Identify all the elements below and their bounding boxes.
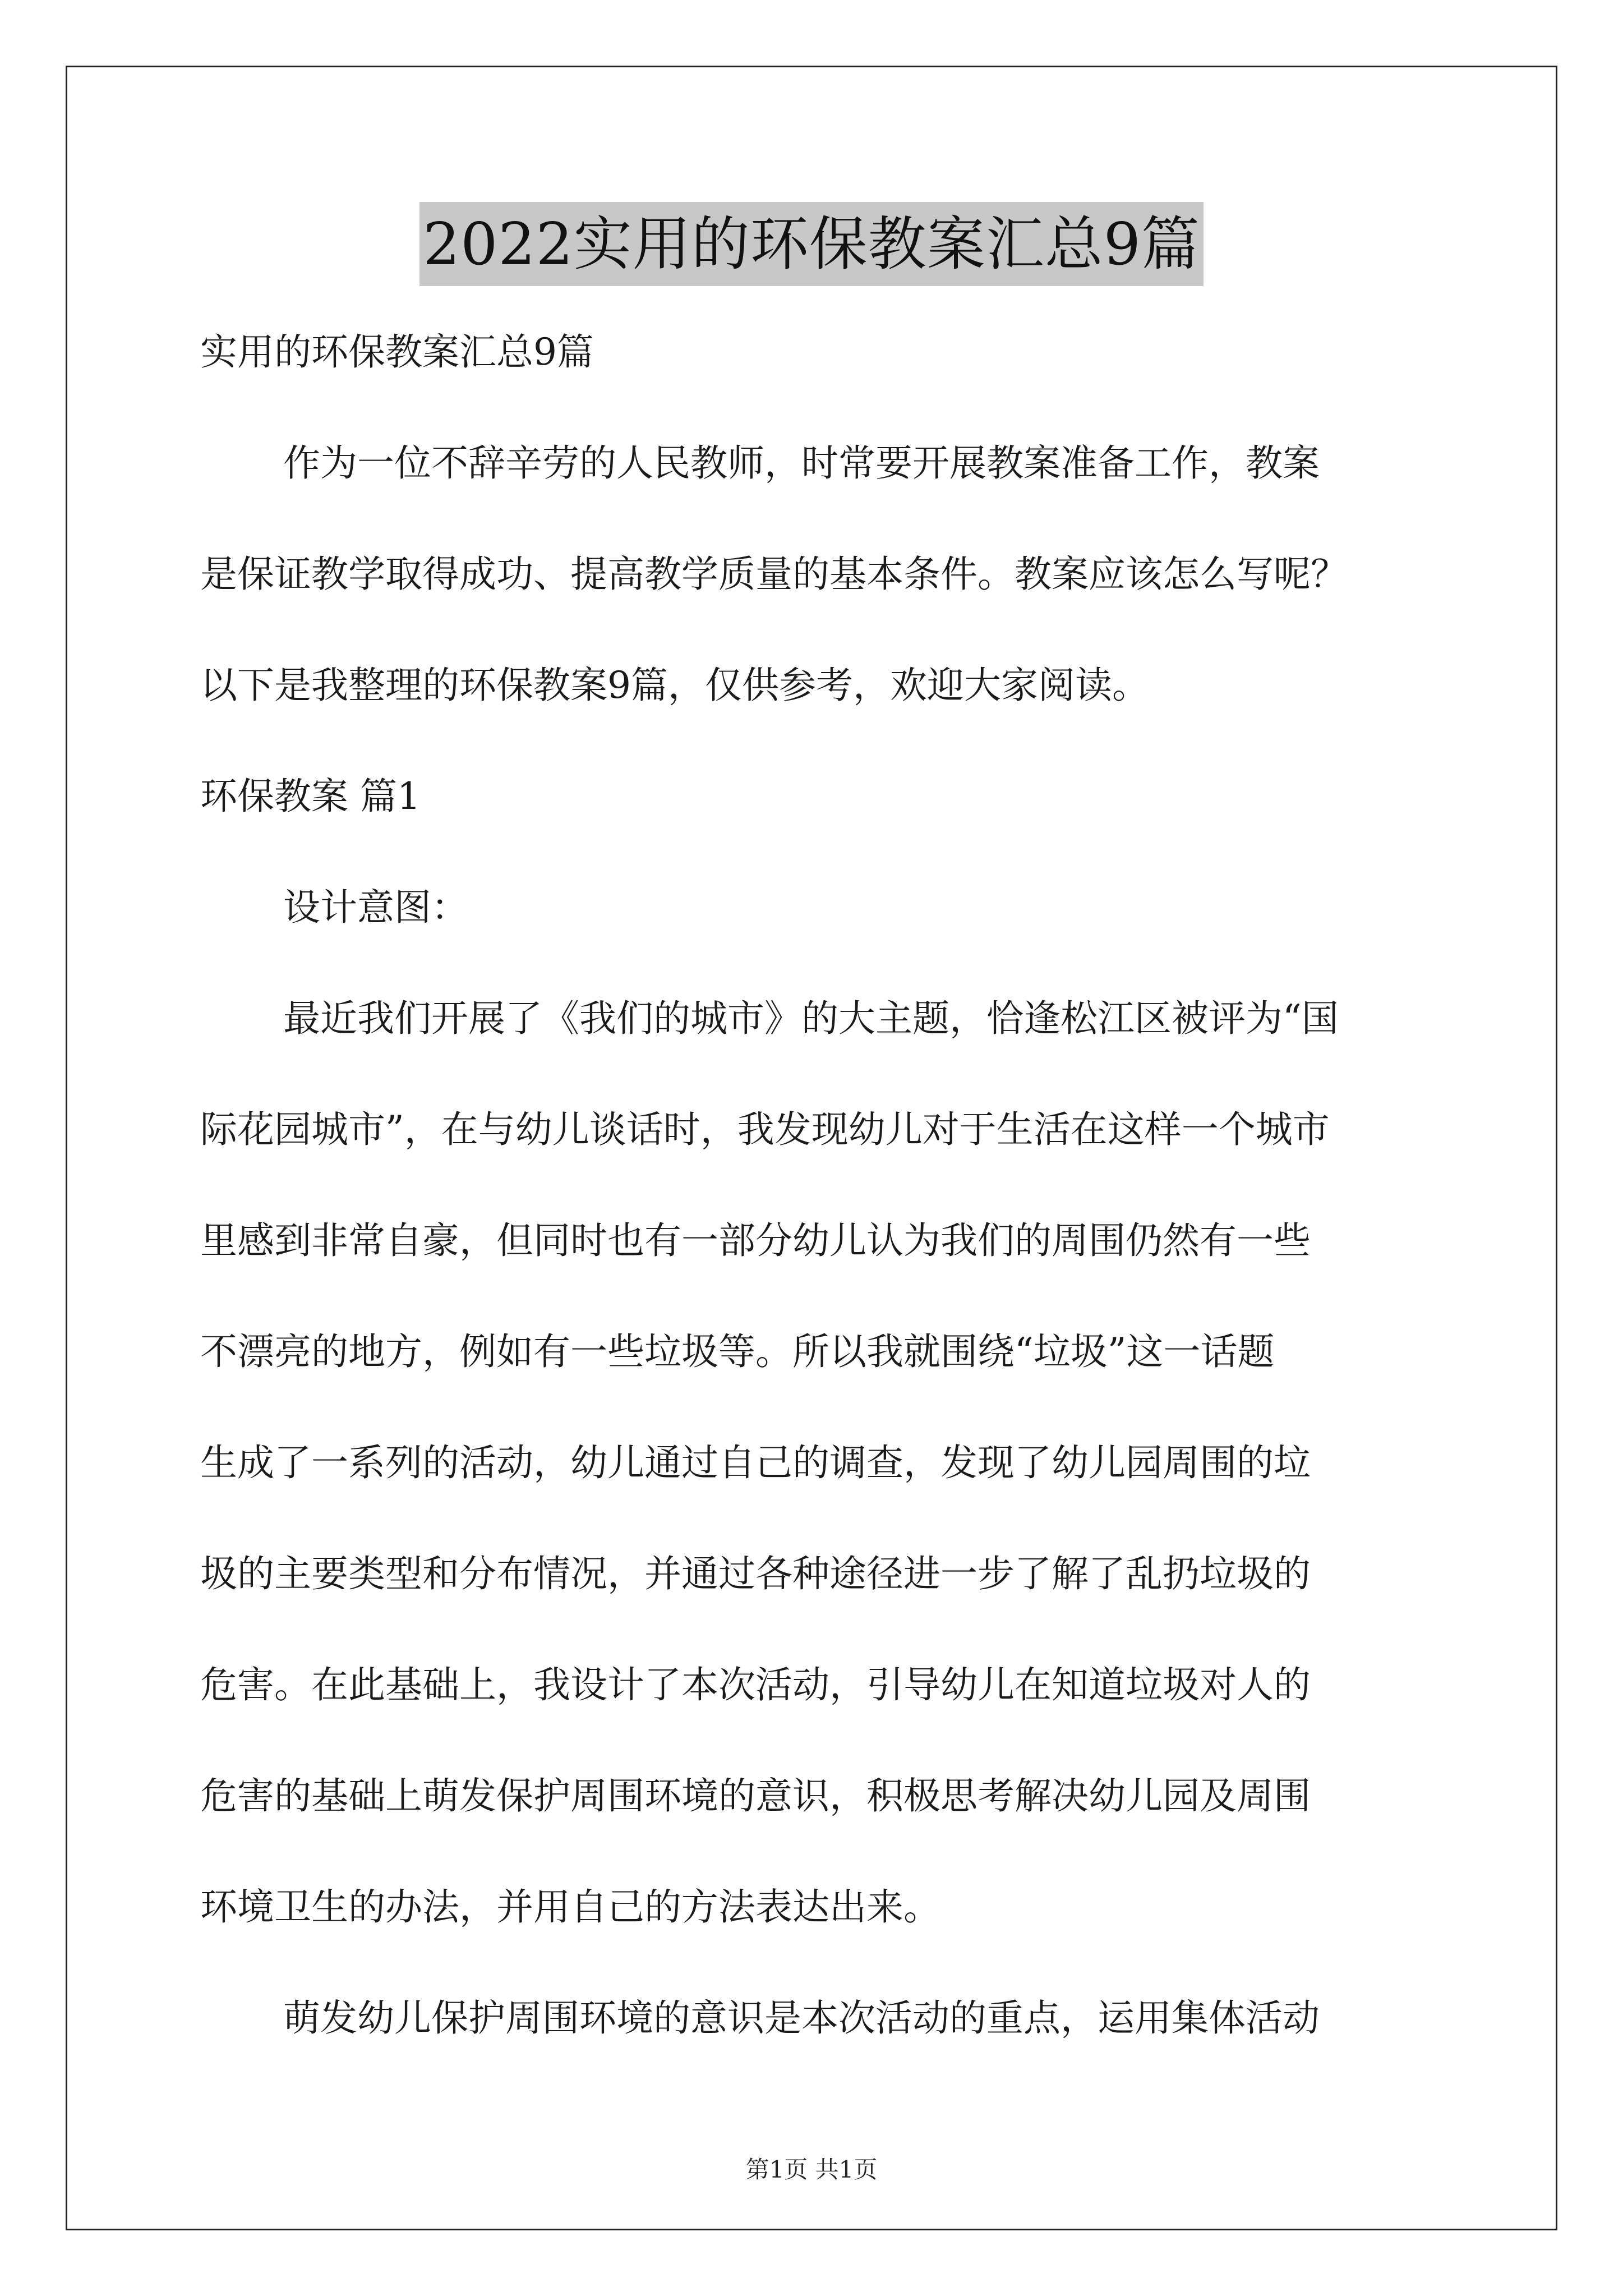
title-container [0, 202, 1623, 286]
paragraph-line-6: 圾的主要类型和分布情况，并通过各种途径进一步了解了乱扔垃圾的 [200, 1552, 1311, 1595]
paragraph-line-3: 里感到非常自豪，但同时也有一部分幼儿认为我们的周围仍然有一些 [200, 1219, 1311, 1262]
intro-line-3: 以下是我整理的环保教案9篇，仅供参考，欢迎大家阅读。 [200, 664, 1149, 707]
intro-line-1: 作为一位不辞辛劳的人民教师，时常要开展教案准备工作，教案 [283, 441, 1320, 485]
intro-line-2: 是保证教学取得成功、提高教学质量的基本条件。教案应该怎么写呢？ [200, 553, 1348, 596]
paragraph-line-5: 生成了一系列的活动，幼儿通过自己的调查，发现了幼儿园周围的垃 [200, 1441, 1311, 1484]
document-title: 2022实用的环保教案汇总9篇 [419, 202, 1204, 286]
paragraph2-line-1: 萌发幼儿保护周围环境的意识是本次活动的重点，运用集体活动 [283, 1996, 1320, 2040]
subtitle-line: 实用的环保教案汇总9篇 [200, 330, 594, 374]
design-intent-label: 设计意图： [283, 886, 468, 929]
paragraph-line-1: 最近我们开展了《我们的城市》的大主题，恰逢松江区被评为“国 [283, 997, 1339, 1040]
page-footer: 第1页 共1页 [745, 2156, 878, 2183]
paragraph-line-8: 危害的基础上萌发保护周围环境的意识，积极思考解决幼儿园及周围 [200, 1774, 1311, 1818]
section-heading: 环保教案 篇1 [200, 775, 421, 818]
paragraph-line-2: 际花园城市”，在与幼儿谈话时，我发现幼儿对于生活在这样一个城市 [200, 1108, 1330, 1151]
paragraph-line-4: 不漂亮的地方，例如有一些垃圾等。所以我就围绕“垃圾”这一话题 [200, 1330, 1275, 1373]
paragraph-line-7: 危害。在此基础上，我设计了本次活动，引导幼儿在知道垃圾对人的 [200, 1663, 1311, 1706]
paragraph-line-9: 环境卫生的办法，并用自己的方法表达出来。 [200, 1885, 940, 1929]
